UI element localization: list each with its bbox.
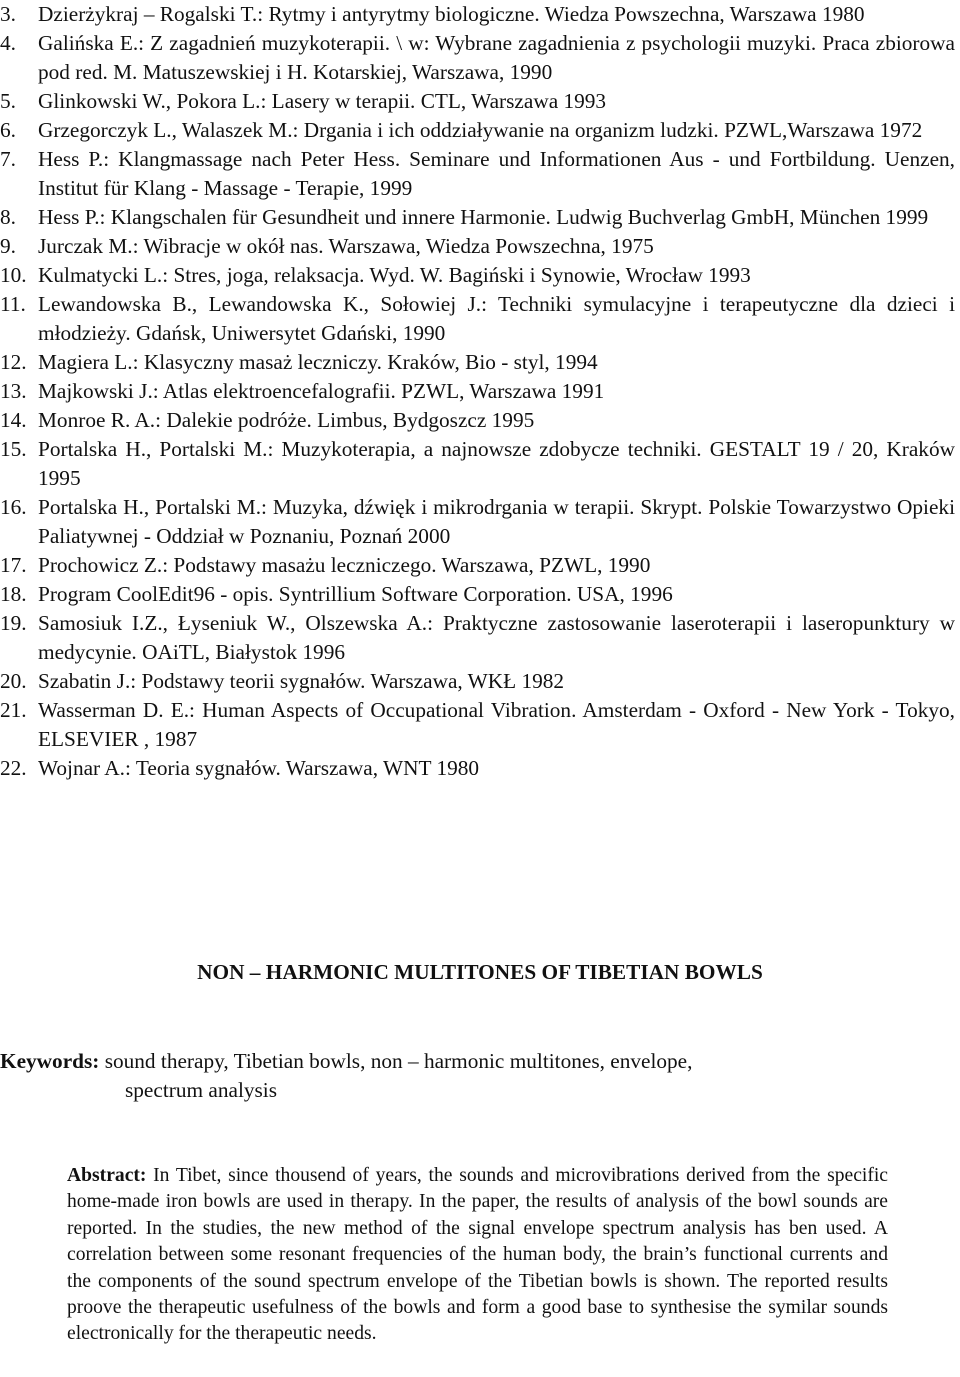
keywords-line-1: sound therapy, Tibetian bowls, non – harmonic multitones, envelope, [99, 1049, 693, 1073]
reference-number: 22. [0, 756, 27, 780]
reference-item [0, 580, 955, 609]
reference-text: Samosiuk I.Z., Łyseniuk W., Olszewska A.: Praktyczne zastosowanie laseroterapii i laseropunktury w medycynie. OAiTL, Białystok 1996 [38, 611, 955, 664]
reference-item [0, 754, 955, 783]
reference-number: 14. [0, 408, 27, 432]
reference-item [0, 29, 955, 87]
keywords-block [0, 1047, 940, 1105]
reference-number: 10. [0, 263, 27, 287]
reference-text: Dzierżykraj – Rogalski T.: Rytmy i antyrytmy biologiczne. Wiedza Powszechna, Warszawa 1980 [38, 2, 865, 26]
keywords-label: Keywords: [0, 1049, 100, 1073]
reference-number: 13. [0, 379, 27, 403]
reference-text: Lewandowska B., Lewandowska K., Sołowiej J.: Techniki symulacyjne i terapeutyczne dla dzieci i młodzieży. Gdańsk, Uniwersytet Gdański, 1990 [38, 292, 955, 345]
reference-item [0, 377, 955, 406]
reference-item [0, 609, 955, 667]
reference-item [0, 87, 955, 116]
reference-item [0, 551, 955, 580]
reference-number: 5. [0, 89, 16, 113]
paper-title: NON – HARMONIC MULTITONES OF TIBETIAN BOWLS [197, 960, 763, 984]
reference-text: Wasserman D. E.: Human Aspects of Occupational Vibration. Amsterdam - Oxford - New York - Tokyo, ELSEVIER , 1987 [38, 698, 955, 751]
keywords-line-2: spectrum analysis [125, 1078, 278, 1102]
reference-number: 15. [0, 437, 27, 461]
reference-item [0, 116, 955, 145]
abstract-block [67, 1163, 888, 1348]
reference-number: 20. [0, 669, 27, 693]
reference-text: Wojnar A.: Teoria sygnałów. Warszawa, WNT 1980 [38, 756, 480, 780]
reference-item [0, 348, 955, 377]
reference-item [0, 696, 955, 754]
reference-text: Monroe R. A.: Dalekie podróże. Limbus, Bydgoszcz 1995 [38, 408, 535, 432]
reference-text: Magiera L.: Klasyczny masaż leczniczy. Kraków, Bio - styl, 1994 [38, 350, 598, 374]
reference-number: 7. [0, 147, 16, 171]
reference-number: 19. [0, 611, 27, 635]
reference-item [0, 145, 955, 203]
reference-item [0, 290, 955, 348]
reference-item [0, 493, 955, 551]
reference-number: 16. [0, 495, 27, 519]
reference-number: 17. [0, 553, 27, 577]
reference-text: Prochowicz Z.: Podstawy masażu leczniczego. Warszawa, PZWL, 1990 [38, 553, 651, 577]
reference-number: 8. [0, 205, 16, 229]
reference-text: Portalska H., Portalski M.: Muzykoterapia, a najnowsze zdobycze techniki. GESTALT 19 / 20, Kraków 1995 [38, 437, 955, 490]
abstract-text: In Tibet, since thousend of years, the sounds and microvibrations derived from the specific home-made iron bowls are used in therapy. In the paper, the results of analysis of the bowl sounds are reported. In the studies, the new method of the signal envelope spectrum analysis has ben used. A correlation between some resonant frequencies of the human body, the brain’s functional currents and the components of the sound spectrum envelope of the Tibetian bowls is shown. The reported results proove the therapeutic usefulness of the bowls and form a good base to synthesise the symilar sounds electronically for the therapeutic needs. [67, 1165, 888, 1345]
abstract-label: Abstract: [67, 1165, 147, 1186]
reference-number: 18. [0, 582, 27, 606]
reference-text: Program CoolEdit96 - opis. Syntrillium Software Corporation. USA, 1996 [38, 582, 673, 606]
reference-item [0, 203, 955, 232]
reference-item [0, 435, 955, 493]
reference-item [0, 232, 955, 261]
reference-item [0, 667, 955, 696]
reference-number: 3. [0, 2, 16, 26]
reference-text: Kulmatycki L.: Stres, joga, relaksacja. Wyd. W. Bagiński i Synowie, Wrocław 1993 [38, 263, 751, 287]
reference-text: Majkowski J.: Atlas elektroencefalografii. PZWL, Warszawa 1991 [38, 379, 605, 403]
reference-number: 6. [0, 118, 16, 142]
reference-text: Portalska H., Portalski M.: Muzyka, dźwięk i mikrodrgania w terapii. Skrypt. Polskie Towarzystwo Opieki Paliatywnej - Oddział w Poznaniu, Poznań 2000 [38, 495, 955, 548]
reference-text: Grzegorczyk L., Walaszek M.: Drgania i ich oddziaływanie na organizm ludzki. PZWL,Warszawa 1972 [38, 118, 923, 142]
reference-item [0, 0, 955, 29]
reference-text: Hess P.: Klangschalen für Gesundheit und innere Harmonie. Ludwig Buchverlag GmbH, München 1999 [38, 205, 929, 229]
reference-number: 9. [0, 234, 16, 258]
reference-text: Galińska E.: Z zagadnień muzykoterapii. \ w: Wybrane zagadnienia z psychologii muzyki. Praca zbiorowa pod red. M. Matuszewskiej i H. Kotarskiej, Warszawa, 1990 [38, 31, 955, 84]
reference-text: Szabatin J.: Podstawy teorii sygnałów. Warszawa, WKŁ 1982 [38, 669, 565, 693]
reference-number: 21. [0, 698, 27, 722]
reference-text: Hess P.: Klangmassage nach Peter Hess. Seminare und Informationen Aus - und Fortbildung. Uenzen, Institut für Klang - Massage - Terapie, 1999 [38, 147, 955, 200]
reference-item [0, 261, 955, 290]
reference-number: 12. [0, 350, 27, 374]
reference-text: Jurczak M.: Wibracje w okół nas. Warszawa, Wiedza Powszechna, 1975 [38, 234, 654, 258]
reference-number: 11. [0, 292, 26, 316]
reference-text: Glinkowski W., Pokora L.: Lasery w terapii. CTL, Warszawa 1993 [38, 89, 607, 113]
reference-number: 4. [0, 31, 16, 55]
reference-item [0, 406, 955, 435]
